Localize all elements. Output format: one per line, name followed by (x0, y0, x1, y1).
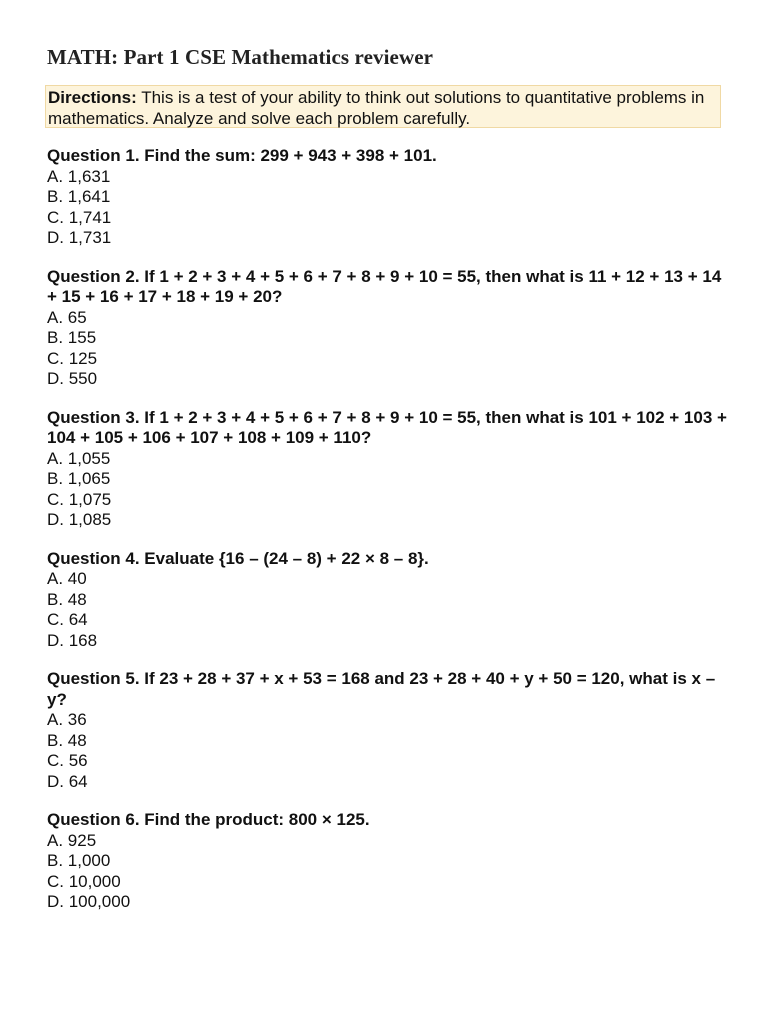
option-a: A. 925 (47, 830, 97, 850)
option-d: D. 1,731 (47, 228, 112, 247)
option-b: B. 155 (47, 328, 97, 347)
option-d: D. 168 (47, 630, 98, 650)
option-b: B. 48 (47, 589, 87, 609)
question-text: Question 5. If 23 + 28 + 37 + x + 53 = 168 and 23 + 28 + 40 + y + 50 = 120, what is x – y? (47, 669, 716, 709)
option-c: C. 10,000 (47, 871, 121, 891)
option-a: A. 1,631 (47, 166, 111, 186)
option-d: D. 1,085 (47, 510, 112, 529)
option-c: C. 56 (47, 751, 88, 770)
option-c: C. 1,075 (47, 489, 112, 509)
question-text: Question 2. If 1 + 2 + 3 + 4 + 5 + 6 + 7 + 8 + 9 + 10 = 55, then what is 11 + 12 + 13 + 14 + 15 + 16 + 17 + 18 + 19 + 20? (47, 266, 722, 306)
question-text: Question 6. Find the product: 800 × 125. (47, 810, 370, 829)
option-d: D. 64 (47, 771, 88, 791)
option-d: D. 100,000 (47, 892, 131, 911)
question-4 (47, 549, 728, 652)
option-c: C. 1,741 (47, 207, 112, 227)
directions-text: This is a test of your ability to think out solutions to quantitative problems in mathematics. Analyze and solve each problem carefully. (48, 88, 705, 128)
question-text: Question 1. Find the sum: 299 + 943 + 398 + 101. (47, 146, 437, 165)
option-b: B. 1,641 (47, 187, 111, 206)
option-c: C. 125 (47, 348, 98, 368)
option-a: A. 36 (47, 710, 87, 729)
page-title: MATH: Part 1 CSE Mathematics reviewer (47, 45, 434, 69)
directions-label: Directions: (48, 88, 137, 107)
option-d: D. 550 (47, 369, 98, 388)
question-text: Question 4. Evaluate {16 – (24 – 8) + 22 × 8 – 8}. (47, 548, 429, 568)
question-5 (47, 669, 728, 792)
option-c: C. 64 (47, 610, 88, 629)
option-a: A. 65 (47, 307, 87, 327)
option-a: A. 40 (47, 569, 87, 588)
option-b: B. 48 (47, 730, 87, 750)
option-b: B. 1,065 (47, 469, 111, 488)
question-1 (47, 146, 728, 249)
option-b: B. 1,000 (47, 851, 111, 870)
question-2 (47, 267, 728, 390)
question-3 (47, 408, 728, 531)
question-text: Question 3. If 1 + 2 + 3 + 4 + 5 + 6 + 7 + 8 + 9 + 10 = 55, then what is 101 + 102 + 103 + 104 + 105 + 106 + 107 + 108 + 109 + 110? (47, 407, 727, 447)
directions-box (45, 85, 721, 128)
option-a: A. 1,055 (47, 448, 111, 468)
question-6 (47, 810, 728, 913)
